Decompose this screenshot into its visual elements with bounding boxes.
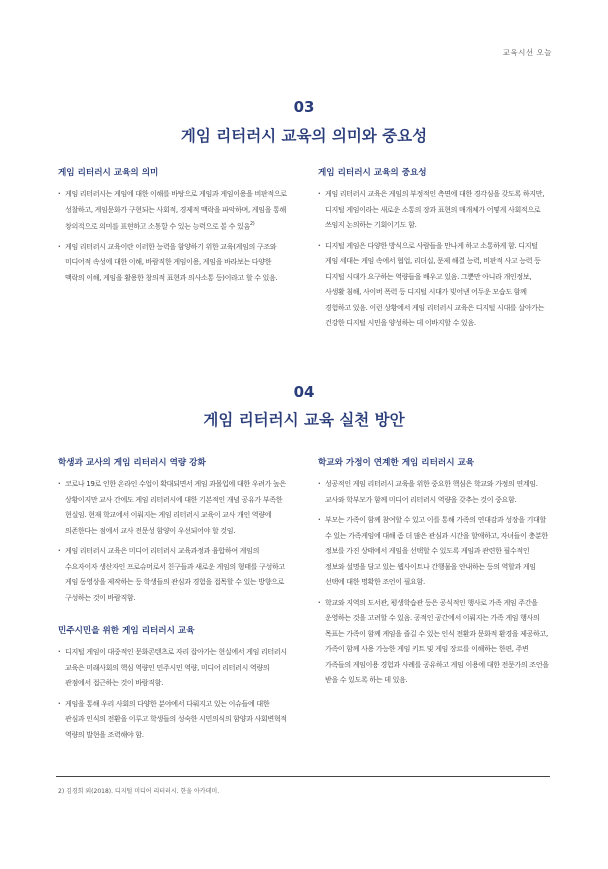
section-04-right-column: [318, 456, 550, 693]
competency-heading: 학생과 교사의 게임 리터러시 역량 강화: [58, 458, 206, 468]
list-item: · 게임을 통해 우리 사회의 다양한 분야에서 다뤄지고 있는 이슈들에 대한 관심과 인식의 전환을 이루고 학생들의 성숙한 시민의식의 함양과 사회변혁적 역량의 발현을 조력해야 함.: [58, 696, 290, 743]
section-03-right-column: [318, 166, 550, 336]
section-03-number: 03: [293, 98, 315, 116]
list-item: · 게임 리터러시 교육이란 이러한 능력을 함양하기 위한 교육(게임의 구조와 미디어적 속성에 대한 이해, 바람직한 게임이용, 게임을 바라보는 다양한 맥락의 이해, 게임을 활용한 창의적 표현과 의사소통 등)이라고 할 수 있음.: [58, 239, 290, 286]
list-item: · 게임 리터러시는 게임에 대한 이해를 바탕으로 게임과 게임이용을 비판적으로 성찰하고, 게임문화가 구현되는 사회적, 경제적 맥락을 파악하며, 게임을 통해 창의적으로 의미를 표현하고 소통할 수 있는 능력으로 볼 수 있음$^{2)}$: [58, 186, 290, 234]
footnote-mark: 2): [249, 221, 255, 227]
citizenship-heading: 민주시민을 위한 게임 리터러시 교육: [58, 626, 195, 636]
list-item: · 디지털 게임은 다양한 방식으로 사람들을 만나게 하고 소통하게 함. 디지털 게임 세대는 게임 속에서 협업, 리더십, 문제 해결 능력, 비판적 사고 능력 등 디지털 시대가 요구하는 역량들을 배우고 있음. 그뿐만 아니라 개인정보, 사생활 침해, 사이버 폭력 등 디지털 시대가 빚어낸 어두운 모습도 함께 경험하고 있음. 이런 상황에서 게임 리터러시 교육은 디지털 시대를 살아가는 건강한 디지털 시민을 양성하는 데 이바지할 수 있음.: [318, 238, 550, 331]
section-03-title: 게임 리터러시 교육의 의미와 중요성: [180, 127, 428, 145]
list-item: · 게임 리터러시 교육은 게임의 부정적인 측면에 대한 경각심을 갖도록 하지만, 디지털 게임이라는 새로운 소통의 장과 표현의 매개체가 어떻게 사회적으로 쓰임지 논의하는 기회이기도 함.: [318, 186, 550, 233]
list-item: · 학교와 지역의 도서관, 평생학습관 등은 공식적인 행사로 가족 게임 주간을 운영하는 것을 고려할 수 있음. 공적인 공간에서 이뤄지는 가족 게임 행사의 목표는 가족이 함께 게임을 즐길 수 있는 인식 전환과 문화적 환경을 제공하고, 가족이 함께 사용 가능한 게임 키트 및 게임 장르를 이해하는 한편, 주변 가족들의 게임이용 경험과 사례를 공유하고 게임 이용에 대한 전문가의 조언을 받을 수 있도록 하는 데 있음.: [318, 595, 550, 688]
section-04-number: 04: [293, 383, 315, 401]
section-04-left-column: [58, 456, 290, 747]
section-03-left-column: [58, 166, 290, 290]
importance-heading: 게임 리터러시 교육의 중요성: [318, 168, 427, 178]
section-04-title: 게임 리터러시 교육 실천 방안: [203, 411, 405, 429]
footnote: 2) 김경희 외(2018). 디지털 미디어 리터러시. 한울 아카데미.: [58, 788, 220, 795]
school-family-heading: 학교와 가정이 연계한 게임 리터러시 교육: [318, 458, 475, 468]
meaning-heading: 게임 리터러시 교육의 의미: [58, 168, 159, 178]
list-item: · 성공적인 게임 리터러시 교육을 위한 중요한 핵심은 학교와 가정의 연계임. 교사와 학부모가 함께 미디어 리터러시 역량을 갖추는 것이 중요함.: [318, 476, 550, 507]
list-item: · 게임 리터러시 교육은 미디어 리터러시 교육과정과 융합하여 게임의 수요자이자 생산자인 프로슈머로서 친구들과 새로운 게임의 형태를 구성하고 게임 동영상을 제작하는 등 학생들의 관심과 경험을 접목할 수 있는 방향으로 구성하는 것이 바람직함.: [58, 543, 290, 605]
list-item: · 디지털 게임이 대중적인 문화콘텐츠로 자리 잡아가는 현실에서 게임 리터러시 교육은 미래사회의 핵심 역량인 민주시민 역량, 미디어 리터러시 역량의 관점에서 접근하는 것이 바람직함.: [58, 644, 290, 691]
footnote-divider: [56, 776, 550, 777]
running-header: 교육시선 오늘: [502, 48, 552, 57]
list-item: · 코로나 19로 인한 온라인 수업이 확대되면서 게임 과몰입에 대한 우려가 높은 상황이지만 교사 간에도 게임 리터러시에 대한 기본적인 개념 공유가 부족한 현실임. 현재 학교에서 이뤄지는 게임 리터러시 교육이 교사 개인 역량에 의존한다는 점에서 교사 전문성 함양이 우선되어야 할 것임.: [58, 476, 290, 538]
list-item: · 부모는 가족이 함께 참여할 수 있고 이를 통해 가족의 연대감과 성장을 기대할 수 있는 가족게임에 대해 좀 더 많은 관심과 시간을 할애하고, 자녀들이 충분한 정보를 가진 상태에서 게임을 선택할 수 있도록 게임과 관련한 필수적인 정보와 설명을 담고 있는 웹사이트나 간행물을 안내하는 등의 역할과 게임 선택에 대한 명확한 조언이 필요함.: [318, 512, 550, 590]
